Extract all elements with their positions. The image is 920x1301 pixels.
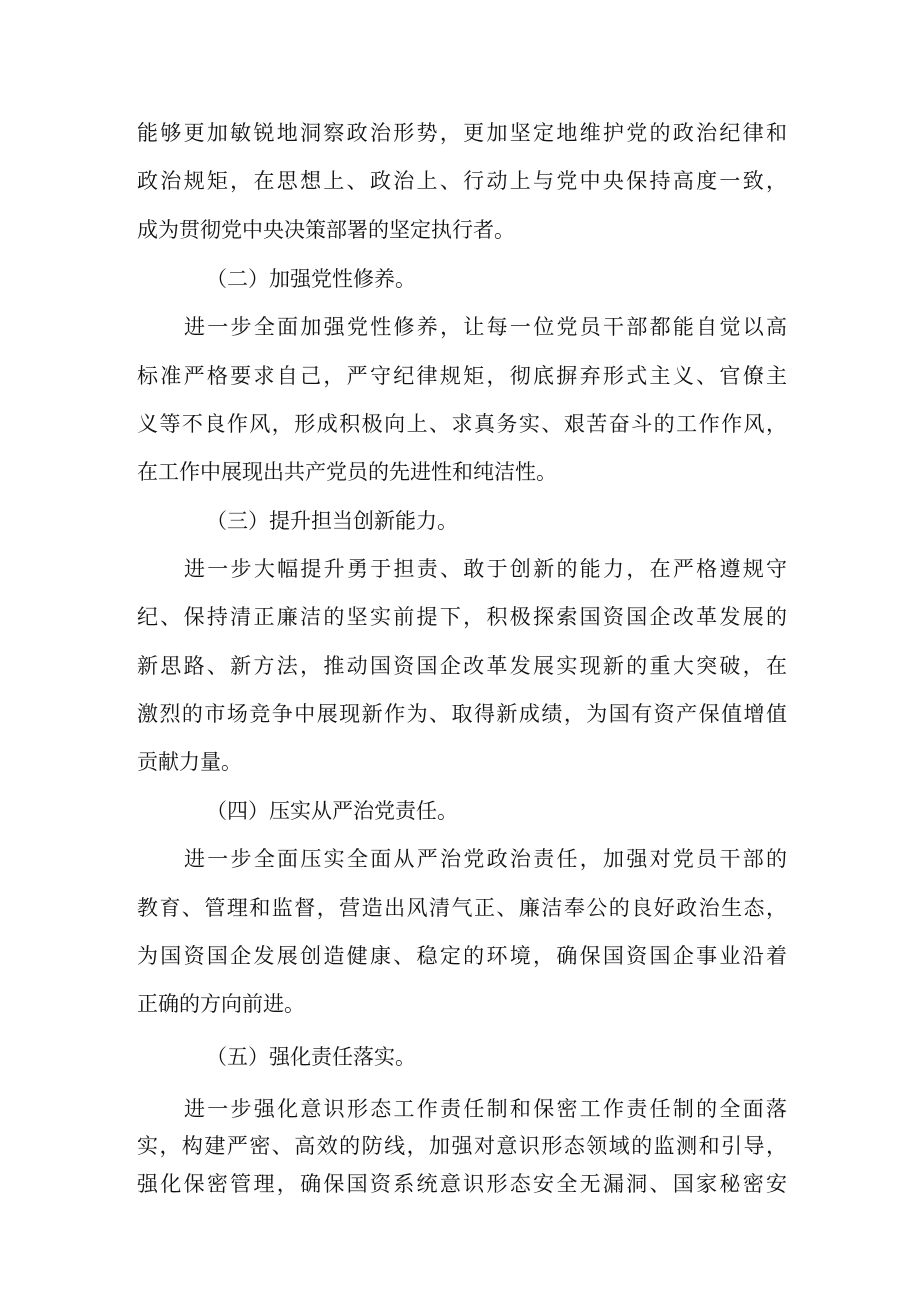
text-line: 政治规矩，在思想上、政治上、行动上与党中央保持高度一致， [137,169,787,193]
text-line: 成为贯彻党中央决策部署的坚定执行者。 [137,218,515,242]
text-line: 为国资国企发展创造健康、稳定的环境，确保国资国企事业沿着 [137,944,787,968]
section-heading: （五）强化责任落实。 [206,1045,416,1069]
text-line: 能够更加敏锐地洞察政治形势，更加坚定地维护党的政治纪律和 [137,121,787,145]
text-line: 激烈的市场竞争中展现新作为、取得新成绩，为国有资产保值增值 [137,702,787,726]
text-line: 义等不良作风，形成积极向上、求真务实、艰苦奋斗的工作作风， [137,412,787,436]
text-line: 进一步大幅提升勇于担责、敢于创新的能力，在严格遵规守 [184,557,787,581]
section-heading: （四）压实从严治党责任。 [206,799,458,823]
text-line: 标准严格要求自己，严守纪律规矩，彻底摒弃形式主义、官僚主 [137,364,787,388]
text-line: 强化保密管理，确保国资系统意识形态安全无漏洞、国家秘密安 [137,1172,787,1196]
text-line: 进一步全面压实全面从严治党政治责任，加强对党员干部的 [184,847,787,871]
text-line: 正确的方向前进。 [137,992,305,1016]
text-line: 进一步强化意识形态工作责任制和保密工作责任制的全面落 [184,1097,787,1121]
text-line: 纪、保持清正廉洁的坚实前提下，积极探索国资国企改革发展的 [137,605,787,629]
section-heading: （二）加强党性修养。 [206,267,416,291]
text-line: 在工作中展现出共产党员的先进性和纯洁性。 [137,460,557,484]
text-line: 实，构建严密、高效的防线，加强对意识形态领域的监测和引导， [137,1134,787,1158]
text-line: 贡献力量。 [137,750,242,774]
text-line: 新思路、新方法，推动国资国企改革发展实现新的重大突破，在 [137,654,787,678]
text-line: 教育、管理和监督，营造出风清气正、廉洁奉公的良好政治生态， [137,896,787,920]
text-line: 进一步全面加强党性修养，让每一位党员干部都能自觉以高 [184,315,787,339]
section-heading: （三）提升担当创新能力。 [206,509,458,533]
